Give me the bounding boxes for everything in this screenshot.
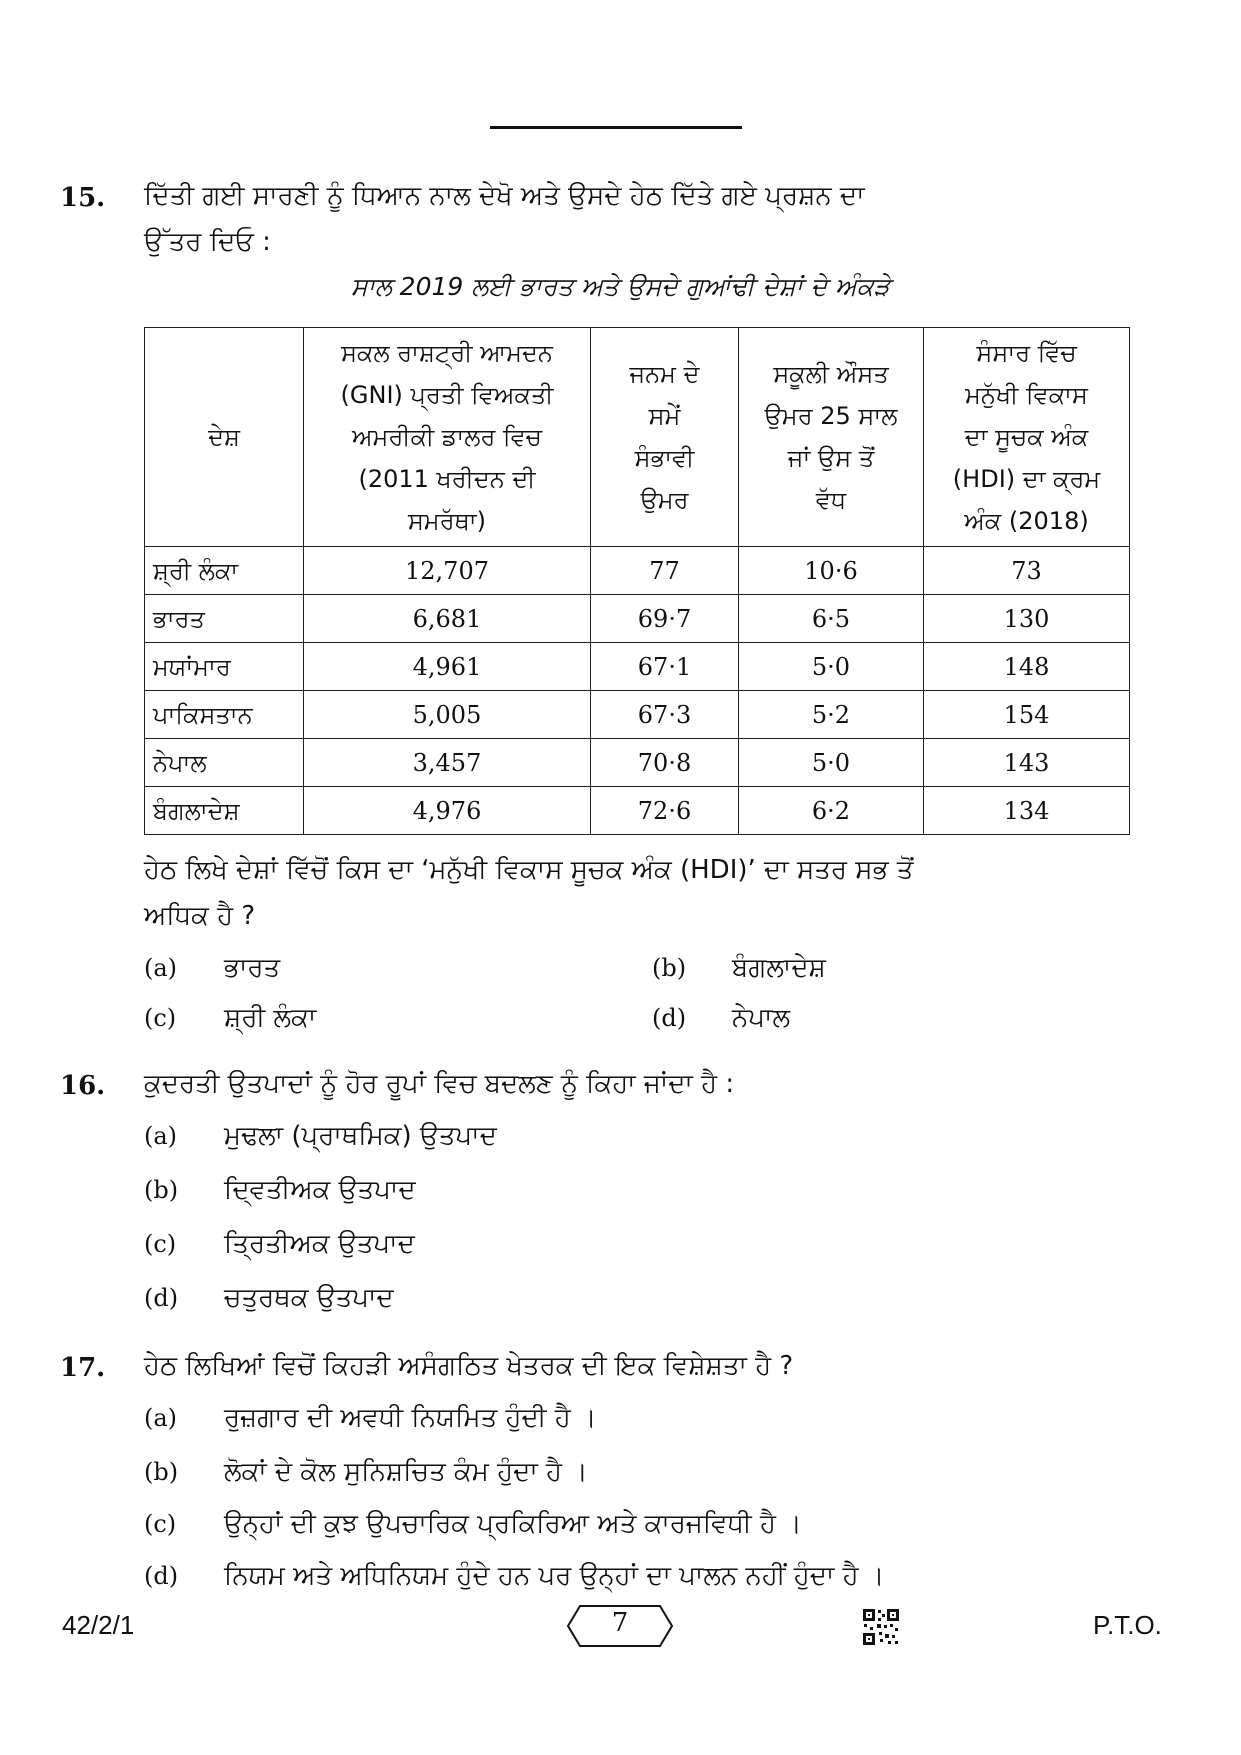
qr-code-icon [862, 1608, 900, 1646]
q15-question-line-1: ਹੇਠ ਲਿਖੇ ਦੇਸ਼ਾਂ ਵਿੱਚੋਂ ਕਿਸ ਦਾ ‘ਮਨੁੱਖੀ ਵਿਕਾਸ ਸੂਚਕ ਅੰਕ (HDI)’ ਦਾ ਸਤਰ ਸਭ ਤੋਂ [144, 855, 914, 885]
pto-label: P.T.O. [1093, 1610, 1162, 1640]
cell-hdi-rank: 134 [924, 787, 1130, 835]
q16-option-c[interactable]: (c) ਤ੍ਰਿਤੀਅਕ ਉਤਪਾਦ [144, 1229, 415, 1259]
header-schooling: ਸਕੂਲੀ ਔਸਤ ਉਮਰ 25 ਸਾਲ ਜਾਂ ਉਸ ਤੋਂ ਵੱਧ [739, 328, 924, 547]
cell-gni: 12,707 [304, 547, 591, 595]
table-row [145, 547, 1130, 595]
q16-option-d[interactable]: (d) ਚਤੁਰਥਕ ਉਤਪਾਦ [144, 1283, 394, 1313]
table-row [145, 691, 1130, 739]
q15-option-a[interactable]: (a) ਭਾਰਤ [144, 953, 281, 983]
cell-life-expectancy: 72·6 [591, 787, 739, 835]
cell-gni: 3,457 [304, 739, 591, 787]
q15-option-d[interactable]: (d) ਨੇਪਾਲ [652, 1003, 791, 1033]
cell-life-expectancy: 77 [591, 547, 739, 595]
header-life-expectancy: ਜਨਮ ਦੇ ਸਮੇਂ ਸੰਭਾਵੀ ਉਮਰ [591, 328, 739, 547]
paper-code: 42/2/1 [62, 1610, 135, 1640]
q17-number: 17. [60, 1353, 106, 1383]
page-number-badge [566, 1604, 674, 1648]
cell-life-expectancy: 69·7 [591, 595, 739, 643]
cell-country: ਬੰਗਲਾਦੇਸ਼ [145, 787, 304, 835]
cell-schooling: 5·2 [739, 691, 924, 739]
q15-question-line-2: ਅਧਿਕ ਹੈ ? [144, 901, 256, 931]
cell-hdi-rank: 130 [924, 595, 1130, 643]
q16-option-b[interactable]: (b) ਦ੍ਵਿਤੀਅਕ ਉਤਪਾਦ [144, 1175, 416, 1205]
header-hdi-rank: ਸੰਸਾਰ ਵਿੱਚ ਮਨੁੱਖੀ ਵਿਕਾਸ ਦਾ ਸੂਚਕ ਅੰਕ (HDI) ਦਾ ਕ੍ਰਮ ਅੰਕ (2018) [924, 328, 1130, 547]
q17-option-d[interactable]: (d) ਨਿਯਮ ਅਤੇ ਅਧਿਨਿਯਮ ਹੁੰਦੇ ਹਨ ਪਰ ਉਨ੍ਹਾਂ ਦਾ ਪਾਲਨ ਨਹੀਂ ਹੁੰਦਾ ਹੈ । [144, 1561, 885, 1591]
q17-option-b[interactable]: (b) ਲੋਕਾਂ ਦੇ ਕੋਲ ਸੁਨਿਸ਼ਚਿਤ ਕੰਮ ਹੁੰਦਾ ਹੈ । [144, 1457, 588, 1487]
top-divider [490, 126, 742, 129]
cell-schooling: 6·5 [739, 595, 924, 643]
table-header-row [145, 328, 1130, 547]
page-number: 7 [611, 1608, 629, 1638]
q17-text: ਹੇਠ ਲਿਖਿਆਂ ਵਿਚੋਂ ਕਿਹੜੀ ਅਸੰਗਠਿਤ ਖੇਤਰਕ ਦੀ ਇਕ ਵਿਸ਼ੇਸ਼ਤਾ ਹੈ ? [144, 1351, 794, 1381]
q17-option-a[interactable]: (a) ਰੁਜ਼ਗਾਰ ਦੀ ਅਵਧੀ ਨਿਯਮਿਤ ਹੁੰਦੀ ਹੈ । [144, 1403, 597, 1433]
cell-schooling: 6·2 [739, 787, 924, 835]
cell-country: ਮਯਾਂਮਾਰ [145, 643, 304, 691]
cell-life-expectancy: 67·1 [591, 643, 739, 691]
cell-hdi-rank: 148 [924, 643, 1130, 691]
cell-gni: 6,681 [304, 595, 591, 643]
q16-number: 16. [60, 1071, 106, 1101]
q15-line-2: ਉੱਤਰ ਦਿਓ : [144, 227, 271, 257]
cell-hdi-rank: 73 [924, 547, 1130, 595]
cell-gni: 4,976 [304, 787, 591, 835]
cell-hdi-rank: 154 [924, 691, 1130, 739]
cell-country: ਨੇਪਾਲ [145, 739, 304, 787]
header-gni: ਸਕਲ ਰਾਸ਼ਟ੍ਰੀ ਆਮਦਨ (GNI) ਪ੍ਰਤੀ ਵਿਅਕਤੀ ਅਮਰੀਕੀ ਡਾਲਰ ਵਿਚ (2011 ਖਰੀਦਨ ਦੀ ਸਮਰੱਥਾ) [304, 328, 591, 547]
cell-schooling: 10·6 [739, 547, 924, 595]
table-caption: ਸਾਲ 2019 ਲਈ ਭਾਰਤ ਅਤੇ ਉਸਦੇ ਗੁਆਂਢੀ ਦੇਸ਼ਾਂ ਦੇ ਅੰਕੜੇ [351, 272, 890, 301]
cell-hdi-rank: 143 [924, 739, 1130, 787]
cell-gni: 4,961 [304, 643, 591, 691]
q17-option-c[interactable]: (c) ਉਨ੍ਹਾਂ ਦੀ ਕੁਝ ਉਪਚਾਰਿਕ ਪ੍ਰਕਿਰਿਆ ਅਤੇ ਕਾਰਜਵਿਧੀ ਹੈ । [144, 1509, 802, 1539]
cell-schooling: 5·0 [739, 739, 924, 787]
cell-life-expectancy: 70·8 [591, 739, 739, 787]
q15-number: 15. [60, 183, 106, 213]
table-row [145, 595, 1130, 643]
q16-option-a[interactable]: (a) ਮੁਢਲਾ (ਪ੍ਰਾਥਮਿਕ) ਉਤਪਾਦ [144, 1121, 497, 1151]
table-row [145, 739, 1130, 787]
cell-schooling: 5·0 [739, 643, 924, 691]
q15-option-c[interactable]: (c) ਸ਼੍ਰੀ ਲੰਕਾ [144, 1003, 317, 1033]
table-row [145, 643, 1130, 691]
hdi-data-table [144, 327, 1130, 835]
cell-life-expectancy: 67·3 [591, 691, 739, 739]
q15-option-b[interactable]: (b) ਬੰਗਲਾਦੇਸ਼ [652, 953, 826, 983]
cell-country: ਭਾਰਤ [145, 595, 304, 643]
q15-line-1: ਦਿੱਤੀ ਗਈ ਸਾਰਣੀ ਨੂੰ ਧਿਆਨ ਨਾਲ ਦੇਖੋ ਅਤੇ ਉਸਦੇ ਹੇਠ ਦਿੱਤੇ ਗਏ ਪ੍ਰਸ਼ਨ ਦਾ [144, 181, 865, 211]
cell-country: ਪਾਕਿਸਤਾਨ [145, 691, 304, 739]
cell-country: ਸ਼੍ਰੀ ਲੰਕਾ [145, 547, 304, 595]
cell-gni: 5,005 [304, 691, 591, 739]
q16-text: ਕੁਦਰਤੀ ਉਤਪਾਦਾਂ ਨੂੰ ਹੋਰ ਰੂਪਾਂ ਵਿਚ ਬਦਲਣ ਨੂੰ ਕਿਹਾ ਜਾਂਦਾ ਹੈ : [144, 1069, 735, 1099]
table-row [145, 787, 1130, 835]
header-country: ਦੇਸ਼ [145, 328, 304, 547]
